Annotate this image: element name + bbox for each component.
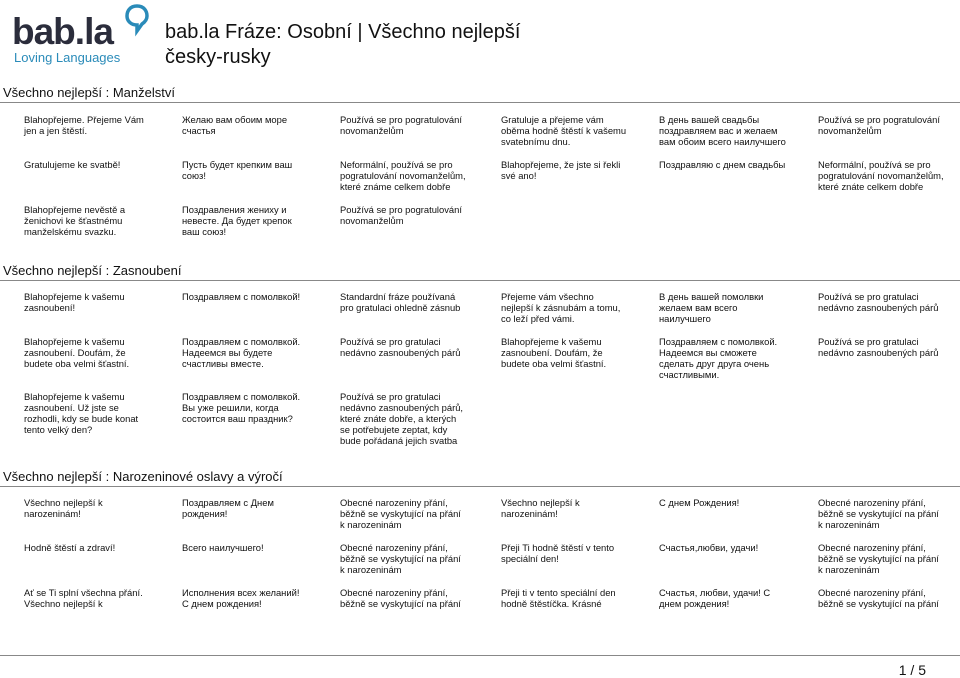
phrase-usage: Používá se pro pogratulování novomanželům [818, 114, 940, 136]
phrase-cs: Gratuluje a přejeme vám oběma hodně štěstí k vašemu svatebnímu dnu. [501, 114, 627, 147]
page-title [165, 20, 625, 70]
phrase-ru: Всего наилучшего! [182, 542, 264, 553]
phrase-cs: Blahopřejeme nevěstě a ženichovi ke šťastnému manželskému svazku. [24, 204, 126, 237]
phrase-cs: Blahopřejeme k vašemu zasnoubení. Doufám, že budete oba velmi šťastní. [24, 336, 130, 369]
phrase-ru: Поздравления жениху и невесте. Да будет крепок ваш союз! [182, 204, 292, 237]
section-divider [0, 280, 960, 281]
section-heading: Všechno nejlepší : Manželství [3, 85, 175, 100]
logo-wordmark: bab.la [12, 11, 113, 52]
phrase-cs: Přejeme vám všechno nejlepší k zásnubám a tomu, co leží před vámi. [501, 291, 621, 324]
section-heading: Všechno nejlepší : Zasnoubení [3, 263, 182, 278]
section-divider [0, 486, 960, 487]
phrase-usage: Obecné narozeniny přání, běžně se vyskytující na přání k narozeninám [818, 497, 939, 530]
phrase-cs: Všechno nejlepší k narozeninám! [24, 497, 103, 519]
phrase-usage: Obecné narozeniny přání, běžně se vyskytující na přání k narozeninám [818, 542, 939, 575]
page-header [0, 0, 960, 80]
phrase-usage: Používá se pro pogratulování novomanželům [340, 204, 462, 226]
babla-logo[interactable] [12, 4, 152, 68]
phrase-cs: Přeji Ti hodně štěstí v tento speciální den! [501, 542, 615, 564]
phrase-cs: Přeji ti v tento speciální den hodně štěstíčka. Krásné [501, 587, 616, 609]
phrase-cs: Gratulujeme ke svatbě! [24, 159, 121, 170]
phrase-ru: Поздравляем с Днем рождения! [182, 497, 274, 519]
phrase-usage: Standardní fráze používaná pro gratulaci ohledně zásnub [340, 291, 461, 313]
title-line-1: bab.la Fráze: Osobní | Všechno nejlepší [165, 21, 521, 43]
phrase-usage: Neformální, používá se pro pogratulování novomanželům, které znáte celkem dobře [818, 159, 944, 192]
phrase-usage: Používá se pro gratulaci nedávno zasnoubených párů [818, 336, 939, 358]
phrase-cs: Blahopřejeme k vašemu zasnoubení. Už jste se rozhodli, kdy se bude konat tento velký den? [24, 391, 139, 435]
phrase-cs: Hodně štěstí a zdraví! [24, 542, 116, 553]
phrase-ru: Поздравляем с помолвкой. Вы уже решили, когда состоится ваш праздник? [182, 391, 301, 424]
page-number: 1 / 5 [898, 662, 926, 678]
phrase-cs: Blahopřejeme k vašemu zasnoubení. Doufám, že budete oba velmi šťastní. [501, 336, 607, 369]
phrase-ru: Счастья, любви, удачи! С днем рождения! [659, 587, 771, 609]
phrase-usage: Obecné narozeniny přání, běžně se vyskytující na přání [818, 587, 939, 609]
section-heading: Všechno nejlepší : Narozeninové oslavy a výročí [3, 469, 283, 484]
phrase-usage: Obecné narozeniny přání, běžně se vyskytující na přání k narozeninám [340, 542, 461, 575]
section-divider [0, 102, 960, 103]
phrase-cs: Blahopřejeme k vašemu zasnoubení! [24, 291, 125, 313]
phrase-cs: Blahopřejeme, že jste si řekli své ano! [501, 159, 621, 181]
phrase-ru: В день вашей помолвки желаем вам всего наилучшего [659, 291, 764, 324]
title-line-2: česky-rusky [165, 46, 271, 68]
phrase-usage: Používá se pro gratulaci nedávno zasnoubených párů [340, 336, 461, 358]
phrase-usage: Neformální, používá se pro pogratulování novomanželům, které známe celkem dobře [340, 159, 466, 192]
phrase-ru: Счастья,любви, удачи! [659, 542, 759, 553]
footer-divider [0, 655, 960, 656]
phrase-cs: Blahopřejeme. Přejeme Vám jen a jen štěstí. [24, 114, 144, 136]
phrase-ru: Поздравляем с помолвкой! [182, 291, 301, 302]
phrase-usage: Používá se pro gratulaci nedávno zasnoubených párů, které znáte dobře, a kterých se potřebujete zeptat, kdy bude pořádaná jejich svatba [340, 391, 464, 446]
phrase-ru: Исполнения всех желаний! С днем рождения! [182, 587, 300, 609]
phrase-usage: Používá se pro pogratulování novomanželům [340, 114, 462, 136]
phrase-cs: Všechno nejlepší k narozeninám! [501, 497, 580, 519]
speech-bubble-icon [125, 4, 149, 40]
phrase-usage: Používá se pro gratulaci nedávno zasnoubených párů [818, 291, 939, 313]
phrase-ru: Поздравляем с помолвкой. Надеемся вы сможете сделать друг друга очень счастливыми. [659, 336, 778, 380]
phrase-ru: Пусть будет крепким ваш союз! [182, 159, 293, 181]
phrase-cs: Ať se Ti splní všechna přání. Všechno nejlepší k [24, 587, 143, 609]
phrase-ru: Поздравляем с помолвкой. Надеемся вы будете счастливы вместе. [182, 336, 301, 369]
phrase-usage: Obecné narozeniny přání, běžně se vyskytující na přání [340, 587, 461, 609]
phrase-ru: Поздравляю с днем свадьбы [659, 159, 786, 170]
logo-tagline: Loving Languages [14, 50, 121, 65]
phrase-ru: Желаю вам обоим море счастья [182, 114, 288, 136]
phrase-usage: Obecné narozeniny přání, běžně se vyskytující na přání k narozeninám [340, 497, 461, 530]
phrase-ru: В день вашей свадьбы поздравляем вас и желаем вам обоим всего наилучшего [659, 114, 786, 147]
phrase-ru: С днем Рождения! [659, 497, 740, 508]
